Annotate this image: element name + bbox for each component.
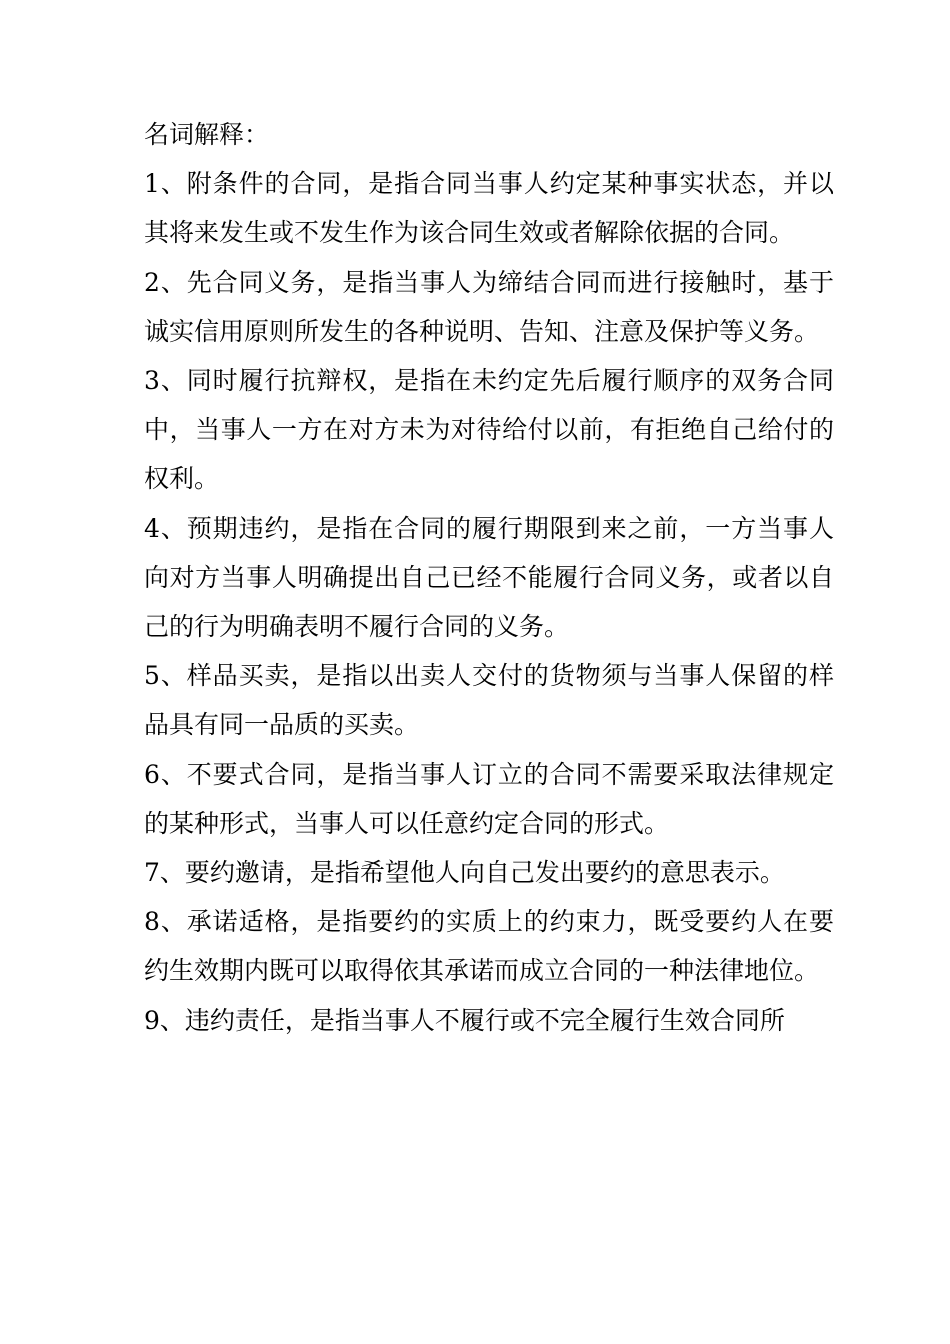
document-body xyxy=(144,110,834,1045)
term-definition-2: 2、先合同义务，是指当事人为缔结合同而进行接触时，基于诚实信用原则所发生的各种说明、告知、注意及保护等义务。 xyxy=(144,267,834,346)
section-heading: 名词解释： xyxy=(144,120,270,149)
term-definition-6: 6、不要式合同，是指当事人订立的合同不需要采取法律规定的某种形式，当事人可以任意约定合同的形式。 xyxy=(144,759,834,838)
term-definition-5: 5、样品买卖，是指以出卖人交付的货物须与当事人保留的样品具有同一品质的买卖。 xyxy=(144,661,834,740)
term-definition-1: 1、附条件的合同，是指合同当事人约定某种事实状态，并以其将来发生或不发生作为该合同生效或者解除依据的合同。 xyxy=(144,169,834,248)
term-definition-4: 4、预期违约，是指在合同的履行期限到来之前，一方当事人向对方当事人明确提出自己已经不能履行合同义务，或者以自己的行为明确表明不履行合同的义务。 xyxy=(144,513,834,642)
term-definition-8: 8、承诺适格，是指要约的实质上的约束力，既受要约人在要约生效期内既可以取得依其承诺而成立合同的一种法律地位。 xyxy=(144,907,834,986)
term-definition-3: 3、同时履行抗辩权，是指在未约定先后履行顺序的双务合同中，当事人一方在对方未为对待给付以前，有拒绝自己给付的权利。 xyxy=(144,366,834,494)
term-definition-9: 9、违约责任，是指当事人不履行或不完全履行生效合同所 xyxy=(144,1005,785,1035)
term-definition-7: 7、要约邀请，是指希望他人向自己发出要约的意思表示。 xyxy=(144,858,785,888)
